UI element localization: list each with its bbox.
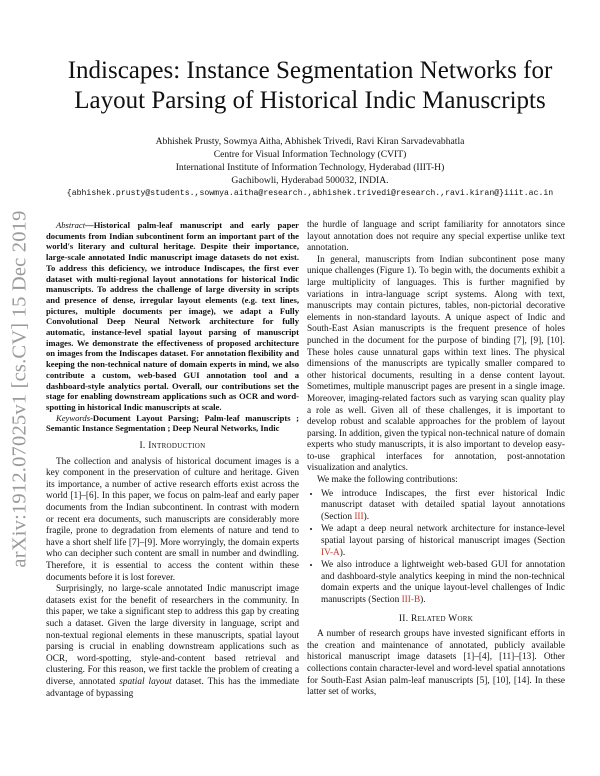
affiliation-2: International Institute of Information Technology, Hyderabad (IIIT-H) [175,162,445,173]
right-column [307,220,565,699]
title-line-1: Indiscapes: Instance Segmentation Networks for [67,57,553,84]
contribution-item: • We introduce Indiscapes, the first ever historical Indic manuscript dataset with detailed spatial layout annotations (Section III). [321,489,565,524]
contributions-list [307,489,565,607]
intro-paragraph-2: Surprisingly, no large-scale annotated Indic manuscript image datasets exist for the benefit of researchers in the community. In this paper, we take a significant step to address this gap by creating such a dataset. Given the large diversity in language, script and non-textual regional elements in these manuscripts, spatial layout parsing is crucial in enabling downstream applications such as OCR, word-spotting, style-and-content based retrieval and clustering. For this reason, we first tackle the problem of creating a diverse, annotated spatial layout dataset. This has the immediate advantage of bypassing [46,584,300,699]
abstract [46,220,299,413]
intro-paragraph-1: The collection and analysis of historical document images is a key component in the preservation of culture and heritage. Given its importance, a number of active research efforts exist across the world [1]–[6]. In this paper, we focus on palm-leaf and early paper documents from the Indian subcontinent. In contrast with modern or recent era documents, such manuscripts are considerably more fragile, prone to degradation from elements of nature and tend to have a short shelf life [7]–[9]. More worryingly, the domain experts who can decipher such content are small in number and dwindling. Therefore, it is essential to access the content within these documents before it is lost forever. [46,456,299,583]
arxiv-identifier: arXiv:1912.07025v1 [cs.CV] 15 Dec 2019 [8,210,31,568]
abstract-text: —Historical palm-leaf manuscript and early paper documents from Indian subcontinent form an important part of the world's literary and cultural heritage. Despite their importance, large-scale annotated Indic manuscript image datasets do not exist. To address this deficiency, we introduce Indiscapes, the first ever dataset with multi-regional layout annotations for historical Indic manuscripts. To address the challenge of large diversity in scripts and presence of dense, irregular layout elements (e.g. text lines, pictures, multiple documents per image), we adapt a Fully Convolutional Deep Neural Network architecture for fully automatic, instance-level spatial layout parsing of manuscript images. We demonstrate the effectiveness of proposed architecture on images from the Indiscapes dataset. For annotation flexibility and keeping the non-technical nature of domain experts in mind, we also contribute a custom, web-based GUI annotation tool and a dashboard-style analytics portal. Overall, our contributions set the stage for enabling downstream applications such as OCR and word-spotting in historical Indic manuscripts at scale. [46,220,299,412]
affiliation-3: Gachibowli, Hyderabad 500032, INDIA. [231,175,389,186]
section-heading-related-work: II. Related Work [398,613,474,624]
related-work-paragraph-1: A number of research groups have invested significant efforts in the creation and maintenance of annotated, publicly available historical manuscript image datasets [1]–[4], [11]–[13]. Other collections contain character-level and word-level spatial annotations for South-East Asian palm-leaf manuscripts [5], [10], [14]. In these latter set of works, [307,629,565,698]
intro-paragraph-3: the hurdle of language and script familiarity for annotators since layout annotation does not require any special expertise unlike text annotation. [307,220,565,254]
affiliation-1: Centre for Visual Information Technology (CVIT) [213,149,407,160]
intro-paragraph-4: In general, manuscripts from Indian subcontinent pose many unique challenges (Figure 1). To begin with, the documents exhibit a large multiplicity of languages. This is further magnified by variations in intra-language script systems. Along with text, manuscripts may contain pictures, tables, non-pictorial decorative elements in non-standard layouts. A unique aspect of Indic and South-East Asian manuscripts is the frequent presence of holes punched in the document for the purpose of binding [7], [9], [10]. These holes cause unnatural gaps within text lines. The physical dimensions of the manuscripts are typically smaller compared to other historical documents, resulting in a dense content layout. Sometimes, multiple manuscript pages are present in a single image. Moreover, imaging-related factors such as varying scan quality play a role as well. Given all of these challenges, it is important to develop robust and scalable approaches for the problem of layout parsing. In addition, given the typical non-technical nature of domain experts who study manuscripts, it is also important to develop easy-to-use graphical interfaces for annotation, post-annotation visualization and analytics. [307,254,565,474]
author-emails: {abhishek.prusty@students.,sowmya.aitha@research.,abhishek.trivedi@research.,ravi.kiran@}iiit.ac.in [66,189,554,198]
section-link[interactable]: III [354,511,364,522]
contribution-item: • We also introduce a lightweight web-based GUI for annotation and dashboard-style analytics keeping in mind the non-technical domain experts and the unique layout-level challenges of Indic manuscripts (Section III-B). [321,560,565,606]
contribution-item: • We adapt a deep neural network architecture for instance-level spatial layout parsing of historical manuscript images (Section IV-A). [321,524,565,559]
paper-title [40,56,580,116]
section-link[interactable]: IV-A [321,547,340,558]
section-link[interactable]: III-B [401,595,421,605]
section-heading-introduction: I. Introduction [139,441,206,452]
left-column [46,220,299,700]
contributions-intro: We make the following contributions: [317,475,458,486]
author-block [40,135,580,200]
keywords-text: -Document Layout Parsing; Palm-leaf manuscripts ; Semantic Instance Segmentation ; Deep Neural Networks, Indic [46,412,299,434]
title-line-2: Layout Parsing of Historical Indic Manuscripts [74,87,546,114]
keywords-label: Keywords [56,412,91,423]
keywords [46,413,299,434]
author-names: Abhishek Prusty, Sowmya Aitha, Abhishek Trivedi, Ravi Kiran Sarvadevabhatla [155,136,465,147]
abstract-label: Abstract [56,220,86,230]
